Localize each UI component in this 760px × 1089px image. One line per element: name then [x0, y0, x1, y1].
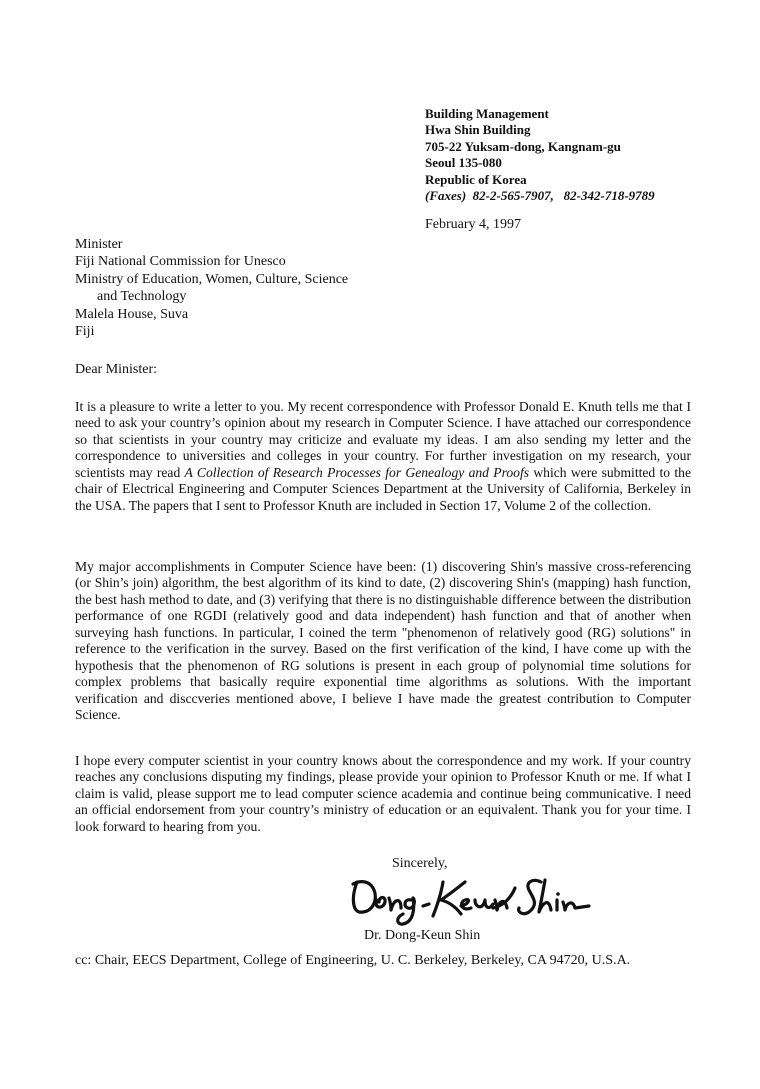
recipient-line-6: Fiji	[75, 324, 95, 340]
recipient-address	[75, 236, 348, 340]
letter-date: February 4, 1997	[425, 217, 522, 232]
sender-line-4: Seoul 135-080	[425, 155, 502, 171]
sender-line-5: Republic of Korea	[425, 171, 527, 187]
handwritten-signature	[343, 868, 593, 926]
fax-label: (Faxes)	[425, 188, 467, 204]
salutation: Dear Minister:	[75, 362, 158, 377]
recipient-line-4: and Technology	[97, 289, 187, 305]
fax-number-2: 82-342-718-9789	[563, 188, 655, 204]
body-paragraph-3: I hope every computer scientist in your country knows about the correspondence and my work. If your country reaches any conclusions disputing my findings, please provide your opinion to Professor Knuth or me. If what I claim is valid, please support me to lead computer science academia and continue being communicative. I need an official endorsement from your country’s ministry of education or an equivalent. Thank you for your time. I look forward to hearing from you.	[75, 753, 691, 834]
paragraph-1-text-b: which were submitted to the chair of Electrical Engineering and Computer Sciences Department at the University of California, Berkeley in the USA. The papers that I sent to Professor Knuth are included in Section 17, Volume 2 of the collection.	[75, 464, 691, 513]
body-paragraph-2: My major accomplishments in Computer Science have been: (1) discovering Shin's massive cross-referencing (or Shin’s join) algorithm, the best algorithm of its kind to date, (2) discovering Shin's (mapping) hash function, the best hash method to date, and (3) verifying that there is no distinguishable difference between the distribution performance of one RGDI (relatively good and data independent) hash function and that of another when surveying hash functions. In particular, I coined the term "phenomenon of relatively good (RG) solutions" in reference to the verification in the survey. Based on the first verification of the kind, I have come up with the hypothesis that the phenomenon of RG solutions is present in each group of polynomial time solutions for complex problems that basically require exponential time algorithms as solutions. With the important verification and disccveries mentioned above, I believe I have made the greatest contribution to Computer Science.	[75, 559, 691, 723]
sender-line-3: 705-22 Yuksam-dong, Kangnam-gu	[425, 138, 621, 154]
recipient-line-1: Minister	[75, 237, 123, 252]
body-paragraph-1	[75, 399, 691, 514]
collection-title: A Collection of Research Processes for Genealogy and Proofs	[184, 464, 530, 480]
cc-line: cc: Chair, EECS Department, College of Engineering, U. C. Berkeley, Berkeley, CA 94720, U.S.A.	[75, 953, 631, 968]
paragraph-1-text-a: It is a pleasure to write a letter to you. My recent correspondence with Professor Donald E. Knuth tells me that I need to ask your country’s opinion about my research in Computer Science. I have attached our correspondence so that scientists in your country may criticize and evaluate my ideas. I am also sending my letter and the correspondence to universities and colleges in your country. For further investigation on my research, your scientists may read	[75, 399, 691, 480]
closing: Sincerely,	[392, 856, 448, 871]
sender-fax-line	[425, 188, 655, 204]
sender-line-1: Building Management	[425, 106, 549, 121]
sender-address	[425, 106, 655, 204]
recipient-line-2: Fiji National Commission for Unesco	[75, 254, 286, 270]
sender-line-2: Hwa Shin Building	[425, 122, 531, 138]
fax-number-1: 82-2-565-7907,	[472, 188, 554, 204]
signer-name: Dr. Dong-Keun Shin	[364, 928, 481, 943]
recipient-line-3: Ministry of Education, Women, Culture, Science	[75, 271, 349, 287]
recipient-line-5: Malela House, Suva	[75, 306, 189, 322]
